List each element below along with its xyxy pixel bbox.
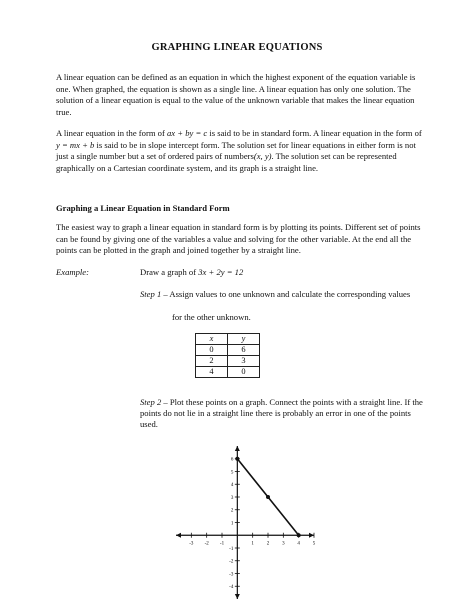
x-axis-arrow-icon: [309, 533, 314, 538]
ordered-pair: (x, y): [253, 151, 272, 162]
y-tick-label: 6: [230, 457, 234, 463]
intro-paragraph: A linear equation can be defined as an equation in which the highest exponent of the equation variable is one. When graphed, the equation is shown as a single line. A linear equation has only one solution. The solution of a linear equation is equal to the value of the unknown variable that makes the linear equation true.: [56, 72, 416, 117]
x-tick-label: 1: [251, 541, 254, 547]
table-cell: 0: [228, 367, 260, 378]
step-2-label: Step 2: [140, 397, 162, 407]
standard-form-equation: ax + by = c: [166, 128, 208, 138]
y-tick-label: 3: [230, 495, 234, 501]
table-cell: 0: [196, 345, 228, 356]
table-cell: 2: [196, 356, 228, 367]
table-header-row: [196, 334, 260, 345]
y-tick-label: 5: [230, 470, 234, 476]
example-text: [140, 267, 243, 277]
y-tick-label: -1: [229, 546, 234, 552]
y-tick-label: 2: [230, 508, 234, 514]
step-2-text: – Plot these points on a graph. Connect the points with a straight line. If the points do not lie in a straight line there is probably an error in one of the points used.: [140, 397, 423, 430]
step-1-text: – Assign values to one unknown and calculate the corresponding values: [161, 289, 411, 299]
example-equation: 3x + 2y = 12: [198, 267, 244, 277]
y-axis-arrow-icon: [235, 446, 240, 451]
x-tick-label: 5: [312, 541, 316, 547]
example-label: Example:: [56, 267, 89, 277]
slope-intercept-equation: y = mx + b: [56, 139, 95, 150]
step-1-continued: for the other unknown.: [172, 312, 251, 322]
section-heading: Graphing a Linear Equation in Standard Form: [56, 203, 230, 213]
y-axis-arrow-icon: [235, 594, 240, 599]
table-row: [196, 356, 260, 367]
step-1-label: Step 1: [140, 289, 162, 299]
table-cell: 6: [228, 345, 260, 356]
y-tick-label: 4: [230, 483, 234, 489]
table-cell: 4: [196, 367, 228, 378]
x-tick-label: 4: [297, 541, 300, 547]
forms-text-3: is said to be in slope intercept form. The solution set for linear equations in either form is not just a single number but a set of ordered pairs of numbers: [56, 139, 416, 162]
y-tick-label: -3: [229, 572, 234, 578]
forms-text-4: . The solution set can be represented graphically on a Cartesian coordinate system, and its graph is a straight line.: [56, 151, 397, 173]
data-point: [266, 495, 270, 499]
x-tick-label: 2: [266, 541, 270, 547]
table-row: [196, 367, 260, 378]
table-cell: 3: [228, 356, 260, 367]
step-1: [140, 289, 430, 300]
example-instruction: Draw a graph of: [140, 267, 199, 277]
table-row: [196, 345, 260, 356]
table-header-y: y: [228, 334, 260, 345]
x-tick-label: -3: [189, 541, 194, 547]
y-tick-label: -4: [229, 585, 234, 591]
data-point: [297, 533, 301, 537]
y-tick-label: -2: [229, 559, 234, 565]
x-tick-label: -1: [219, 541, 225, 547]
x-tick-label: 3: [282, 541, 285, 547]
forms-paragraph: [56, 128, 424, 174]
data-point: [235, 457, 239, 461]
forms-text-1: A linear equation in the form of: [56, 128, 167, 138]
step-2: [140, 397, 430, 431]
values-table: [195, 333, 260, 378]
x-axis-arrow-icon: [176, 533, 181, 538]
method-paragraph: The easiest way to graph a linear equation in standard form is by plotting its points. Different set of points can be found by giving one of the variables a value and solving for the other variable. At the end all the points can be plotted in the graph and joined together by a straight line.: [56, 222, 421, 256]
x-tick-label: -2: [204, 541, 209, 547]
y-tick-label: 1: [230, 521, 234, 527]
line-graph: [170, 440, 320, 605]
table-header-x: x: [196, 334, 228, 345]
forms-text-2: is said to be in standard form. A linear equation in the form of: [207, 128, 422, 138]
page-title: GRAPHING LINEAR EQUATIONS: [151, 42, 323, 53]
